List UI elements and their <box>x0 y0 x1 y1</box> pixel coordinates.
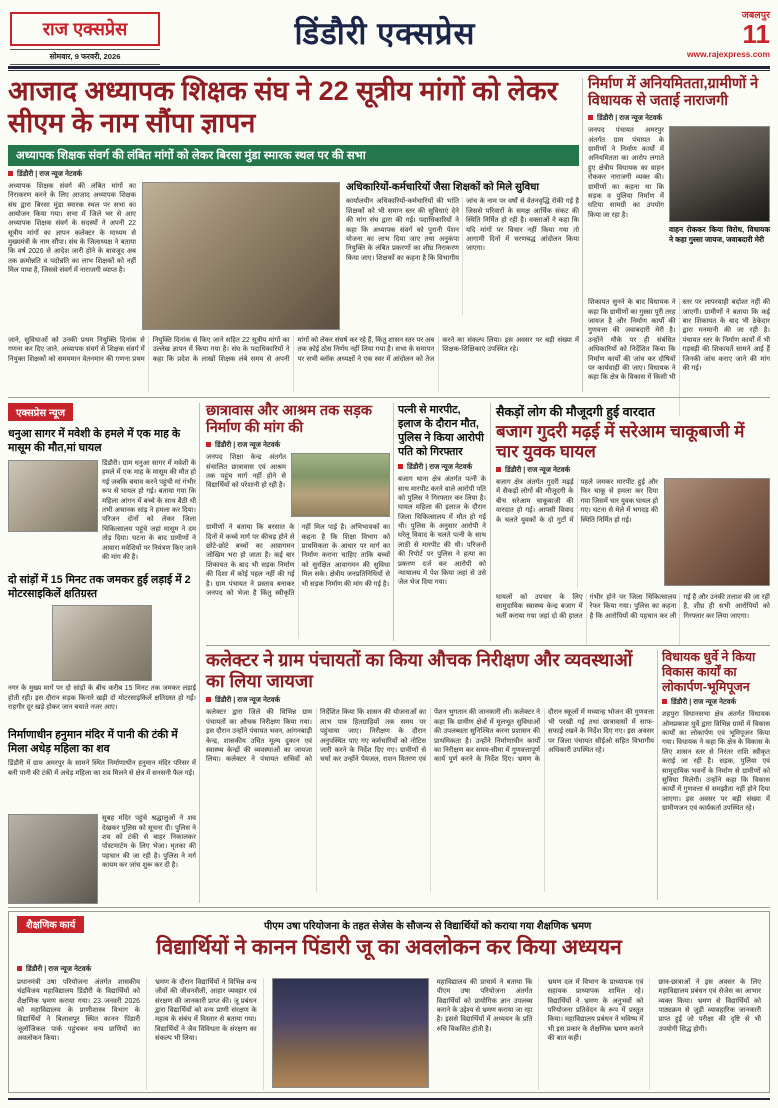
zoo-study-col3: महाविद्यालय की प्राचार्य ने बताया कि पीएम उषा परियोजना अंतर्गत विद्यार्थियों को प्रायोगिक ज्ञान उपलब्ध कराने के उद्देश्य से भ्रमण कराया जा रहा है। इससे विद्यार्थियों में अध्ययन के प्रति रुचि विकसित होती है। <box>437 978 540 1090</box>
cattle-attack-headline: धनुआ सागर में मवेशी के हमले में एक माह के मासूम की मौत,मां घायल <box>8 428 181 455</box>
city-label: जबलपुर <box>741 10 770 21</box>
education-badge: शैक्षणिक कार्य <box>17 916 84 933</box>
knife-attack-body2: घायलों को उपचार के लिए सामुदायिक स्वास्थ्य केन्द्र बजाग में भर्ती कराया गया जहां दो की हालत गंभीर होने पर जिला चिकित्सालय रेफर किया गया। पुलिस का कहना है कि आरोपियों की पहचान कर ली गई है और उनकी तलाश की जा रही है, शीघ्र ही सभी आरोपियों को गिरफ्तार कर लिया जाएगा। <box>496 594 770 620</box>
lead-headline: आजाद अध्यापक शिक्षक संघ ने 22 सूत्रीय मांगों को लेकर सीएम के नाम सौंपा ज्ञापन <box>8 76 558 138</box>
mla-protest-headline: निर्माण में अनियमितता,ग्रामीणों ने विधायक से जताई नाराजगी <box>588 76 759 110</box>
section-divider <box>8 397 770 398</box>
mla-development-headline: विधायक धुर्वे ने किया विकास कार्यों का लोकार्पण-भूमिपूजन <box>662 650 756 694</box>
bull-fight-photo <box>52 605 152 681</box>
column-divider <box>657 650 658 900</box>
knife-attack-body1: बजाग क्षेत्र अंतर्गत गुदरी मढ़ई में सैकड़ों लोगों की मौजूदगी के बीच सरेआम चाकूबाजी की वारदात हो गई। आपसी विवाद के चलते युवकों के दो गुटों में पहले जमकर मारपीट हुई और फिर चाकू से हमला कर दिया गया जिसमें चार युवक घायल हो गए। घटना से मेले में भगदड़ की स्थिति निर्मित हो गई। <box>496 479 658 524</box>
cattle-attack-photo <box>8 460 98 532</box>
road-demand-headline: छात्रावास और आश्रम तक सड़क निर्माण की मांग की <box>206 403 373 437</box>
road-demand-byline: डिंडौरी | राज न्यूज नेटवर्क <box>206 440 390 450</box>
mla-protest-byline: डिंडौरी | राज न्यूज नेटवर्क <box>588 113 770 123</box>
zoo-study-col4: भ्रमण दल में विभाग के प्राध्यापक एवं सहायक प्राध्यापक शामिल रहे। विद्यार्थियों ने भ्रमण के अनुभवों को परियोजना प्रतिवेदन के रूप में प्रस्तुत किया। महाविद्यालय प्रबंधन ने भविष्य में भी इस प्रकार के शैक्षणिक भ्रमण कराने की बात कही। <box>547 978 650 1090</box>
zoo-study-byline: डिंडौरी | राज न्यूज नेटवर्क <box>17 964 761 974</box>
assault-arrest-headline: पत्नी से मारपीट, इलाज के दौरान मौत, पुलिस ने किया आरोपी पति को गिरफ्तार <box>398 404 484 459</box>
assault-arrest-byline: डिंडौरी | राज न्यूज नेटवर्क <box>398 462 486 472</box>
mla-development-body: शहपुरा विधानसभा क्षेत्र अंतर्गत विधायक ओमप्रकाश धुर्वे द्वारा विभिन्न ग्रामों में विकास कार्यों का लोकार्पण एवं भूमिपूजन किया गया। विधायक ने कहा कि क्षेत्र के विकास के लिए शासन स्तर से निरंतर राशि स्वीकृत कराई जा रही है। सड़क, पुलिया एवं सामुदायिक भवनों के निर्माण से ग्रामीणों को सुविधा मिलेगी। उन्होंने कहा कि विकास कार्यों में गुणवत्ता से समझौता नहीं होने दिया जाएगा। इस अवसर पर बड़ी संख्या में ग्रामीणजन एवं कार्यकर्ता उपस्थित रहे। <box>662 711 770 813</box>
section-divider <box>206 645 770 646</box>
collector-inspection-body: कलेक्टर द्वारा जिले की विभिन्न ग्राम पंचायतों का औचक निरीक्षण किया गया। इस दौरान उन्होंने पंचायत भवन, आंगनबाड़ी केन्द्र, शासकीय उचित मूल्य दुकान एवं स्वास्थ्य केन्द्रों की व्यवस्थाओं का जायजा लिया। कलेक्टर ने पंचायत सचिवों को निर्देशित किया कि शासन की योजनाओं का लाभ पात्र हितग्राहियों तक समय पर पहुंचाया जाए। निरीक्षण के दौरान अनुपस्थित पाए गए कर्मचारियों को नोटिस जारी करने के निर्देश दिए गए। ग्रामीणों से चर्चा कर उन्होंने पेयजल, राशन वितरण एवं पेंशन भुगतान की जानकारी ली। कलेक्टर ने कहा कि ग्रामीण क्षेत्रों में मूलभूत सुविधाओं की उपलब्धता सुनिश्चित करना प्रशासन की प्राथमिकता है। उन्होंने निर्माणाधीन कार्यों का निरीक्षण कर समय-सीमा में गुणवत्तापूर्ण कार्य पूर्ण करने के निर्देश दिए। भ्रमण के दौरान स्कूलों में मध्यान्ह भोजन की गुणवत्ता भी परखी गई तथा छात्रावासों में साफ-सफाई रखने के निर्देश दिए गए। इस अवसर पर जिला पंचायत सीईओ सहित विभागीय अधिकारी उपस्थित रहे। <box>206 709 654 764</box>
assault-arrest-body: बजाग थाना क्षेत्र अंतर्गत पत्नी के साथ मारपीट करने वाले आरोपी पति को पुलिस ने गिरफ्तार कर लिया है। घायल महिला की इलाज के दौरान जिला चिकित्सालय में मौत हो गई थी। पुलिस के अनुसार आरोपी ने घरेलू विवाद के चलते पत्नी के साथ लाठी से मारपीट की थी। परिजनों की रिपोर्ट पर पुलिस ने हत्या का प्रकरण दर्ज कर आरोपी को न्यायालय में पेश किया जहां से उसे जेल भेज दिया गया। <box>398 476 486 587</box>
temple-body-text1: डिंडौरी में ग्राम अमरपुर के सामने स्थित निर्माणाधीन हनुमान मंदिर परिसर में बनी पानी की टंकी में अधेड़ महिला का शव मिलने से क्षेत्र में सनसनी फैल गई। <box>8 760 196 777</box>
knife-attack-headline: बजाग गुदरी मढ़ई में सरेआम चाकूबाजी में चार युवक घायल <box>496 422 745 462</box>
mla-protest-story <box>588 76 770 416</box>
bull-fight-body: नगर के मुख्य मार्ग पर दो सांड़ों के बीच करीब 15 मिनट तक जमकर लड़ाई होती रही। इस दौरान सड़क किनारे खड़ी दो मोटरसाइकिलें क्षतिग्रस्त हो गईं। राहगीर दूर खड़े होकर जान बचाते नजर आए। <box>8 685 196 711</box>
memorandum-handover-photo <box>142 182 340 330</box>
edition-date: सोमवार, 9 फरवरी, 2026 <box>10 49 160 65</box>
masthead-logo-text: राज एक्सप्रेस <box>10 12 160 46</box>
knife-attack-story <box>496 403 770 645</box>
column-divider <box>490 403 491 641</box>
zoo-study-story <box>8 911 770 1093</box>
dirt-road-photo <box>291 453 390 517</box>
mla-protest-body1: जनपद पंचायत अमरपुर अंतर्गत ग्राम पंचायत के ग्रामीणों ने निर्माण कार्यों में अनियमितता का आरोप लगाते हुए क्षेत्रीय विधायक का वाहन रोककर नाराजगी व्यक्त की। ग्रामीणों का कहना था कि सड़क व पुलिया निर्माण में घटिया सामग्री का उपयोग किया जा रहा है। <box>588 127 664 219</box>
zoo-study-col2: भ्रमण के दौरान विद्यार्थियों ने विभिन्न वन्य जीवों की जीवनशैली, आहार व्यवहार एवं संरक्षण की जानकारी प्राप्त की। जू प्रबंधन द्वारा विद्यार्थियों को वन्य प्राणी संरक्षण के महत्व के संबंध में विस्तार से बताया गया। विद्यार्थियों ने जैव विविधता के संरक्षण का संकल्प भी लिया। <box>155 978 264 1090</box>
mla-development-story <box>662 650 770 888</box>
express-news-label: एक्सप्रेस न्यूज <box>8 403 73 421</box>
express-news-column <box>8 403 196 906</box>
collector-inspection-byline: डिंडौरी | राज न्यूज नेटवर्क <box>206 695 654 705</box>
road-demand-story <box>206 403 390 639</box>
knife-attack-kicker: सैकड़ों लोग की मौजूदगी हुई वारदात <box>496 405 655 419</box>
lead-story <box>8 76 579 392</box>
zoo-trip-group-photo <box>272 978 429 1088</box>
injured-youth-photo <box>664 478 770 586</box>
knife-attack-byline: डिंडौरी | राज न्यूज नेटवर्क <box>496 465 770 475</box>
lead-body-col1: अध्यापक शिक्षक संवर्ग की लंबित मांगों का निराकरण करने के लिए आजाद अध्यापक शिक्षक संघ द्वारा बिरसा मुंडा स्मारक स्थल पर सभा का आयोजन किया गया। सभा में जिले भर से आए अध्यापक शिक्षक संवर्ग के सदस्यों ने अपनी 22 सूत्रीय मांगों का ज्ञापन कलेक्टर के माध्यम से मुख्यमंत्री के नाम सौंपा। संघ के जिलाध्यक्ष ने बताया कि वर्ष 2026 से आदेश जारी होने के बावजूद अब तक क्रमोन्नति व पदोन्नति का लाभ शिक्षकों को नहीं मिल पाया है, जिससे संवर्ग में नाराजगी व्याप्त है। <box>8 182 136 275</box>
lead-body-bottom: जाने, सुविधाओं को उनकी प्रथम नियुक्ति दिनांक से गणना कर दिए जाने, अध्यापक संवर्ग से शिक्षक संवर्ग में नियुक्त शिक्षकों को समयमान वेतनमान की गणना प्रथम नियुक्ति दिनांक से किए जाने सहित 22 सूत्रीय मांगों का उल्लेख ज्ञापन में किया गया है। संघ के पदाधिकारियों ने कहा कि प्रदेश के लाखों शिक्षक लंबे समय से अपनी मांगों को लेकर संघर्ष कर रहे हैं, किंतु शासन स्तर पर अब तक कोई ठोस निर्णय नहीं लिया गया है। सभा के समापन पर सभी ब्लॉक अध्यक्षों ने एक स्वर में आंदोलन को तेज करने का संकल्प लिया। इस अवसर पर बड़ी संख्या में शिक्षक-शिक्षिकाएं उपस्थित रहे। <box>8 336 579 363</box>
zoo-study-strap: पीएम उषा परियोजना के तहत सेजेस के सौजन्य से विद्यार्थियों को कराया गया शैक्षणिक भ्रमण <box>264 920 592 932</box>
masthead-logo <box>10 12 160 65</box>
temple-body-headline: निर्माणाधीन हनुमान मंदिर में पानी की टंकी में मिला अधेड़ महिला का शव <box>8 729 178 756</box>
header-divider <box>8 66 770 69</box>
column-divider <box>199 403 200 903</box>
footer-divider <box>8 1098 770 1100</box>
mla-protest-body2: शिकायत सुनने के बाद विधायक ने कहा कि ग्रामीणों का गुस्सा पूरी तरह जायज है और निर्माण कार्यों की गुणवत्ता की जवाबदारी मेरी है। उन्होंने मौके पर ही संबंधित अधिकारियों को निर्देशित किया कि निर्माण कार्यों की जांच कर दोषियों पर कार्यवाही की जाए। विधायक ने कहा कि क्षेत्र के विकास में किसी भी स्तर पर लापरवाही बर्दाश्त नहीं की जाएगी। ग्रामीणों ने बताया कि कई बार शिकायत के बाद भी ठेकेदार द्वारा मनमानी की जा रही है। पंचायत स्तर के निर्माण कार्यों में भी गड़बड़ी की शिकायतें सामने आई हैं जिनकी जांच कराए जाने की मांग की गई। <box>588 299 770 382</box>
edition-title: डिंडौरी एक्सप्रेस <box>294 16 476 51</box>
vehicle-protest-caption: वाहन रोककर किया विरोध, विधायक ने कहा गुस्सा जायज, जवाबदारी मेरी <box>669 225 770 244</box>
website-link[interactable]: www.rajexpress.com <box>686 49 770 59</box>
masthead-right <box>640 8 770 59</box>
lead-byline: डिंडौरी | राज न्यूज नेटवर्क <box>8 169 579 179</box>
temple-body-text2: सुबह मंदिर पहुंचे श्रद्धालुओं ने शव देखकर पुलिस को सूचना दी। पुलिस ने शव को टंकी से बाहर निकालकर पोस्टमार्टम के लिए भेजा। मृतका की पहचान की जा रही है। पुलिस ने मर्ग कायम कर जांच शुरू कर दी है। <box>102 815 196 870</box>
lead-inner-body: कार्यालयीन अधिकारियों-कर्मचारियों की भांति शिक्षकों को भी समान स्तर की सुविधाएं देने की मांग संघ द्वारा की गई। पदाधिकारियों ने कहा कि अध्यापक संवर्ग को पुरानी पेंशन योजना का लाभ दिया जाए तथा अनुकंपा नियुक्ति के लंबित प्रकरणों का शीघ्र निराकरण किया जाए। शिक्षकों का कहना है कि विभागीय जांच के नाम पर वर्षों से वेतनवृद्धि रोकी गई है जिससे परिवारों के समक्ष आर्थिक संकट की स्थिति निर्मित हो रही है। वक्ताओं ने कहा कि यदि मांगों पर विचार नहीं किया गया तो आगामी दिनों में चरणबद्ध आंदोलन किया जाएगा। <box>346 198 579 262</box>
header-divider-thin <box>8 70 770 71</box>
cattle-attack-body: डिंडौरी। ग्राम धनुआ सागर में मवेशी के हमले में एक माह के मासूम की मौत हो गई जबकि बचाव करने पहुंची मां गंभीर रूप से घायल हो गई। बताया गया कि महिला आंगन में बच्चे के साथ बैठी थी तभी अचानक सांड़ ने हमला कर दिया। परिजन दोनों को लेकर जिला चिकित्सालय पहुंचे जहां मासूम ने दम तोड़ दिया। घटना के बाद ग्रामीणों ने आवारा मवेशियों पर नियंत्रण किए जाने की मांग की है। <box>102 460 196 561</box>
collector-inspection-story <box>206 650 654 892</box>
column-divider <box>582 78 583 392</box>
road-demand-body1: जनपद शिक्षा केन्द्र अंतर्गत संचालित छात्रावास एवं आश्रम तक पहुंच मार्ग नहीं होने से विद्यार्थियों को परेशानी हो रही है। <box>206 454 286 490</box>
section-divider <box>8 907 770 908</box>
zoo-study-col1: प्रधानमंत्री उषा परियोजना अंतर्गत शासकीय चंद्रविजय महाविद्यालय डिंडौरी के विद्यार्थियों को शैक्षणिक भ्रमण कराया गया। 23 जनवरी 2026 को महाविद्यालय के प्राणीशास्त्र विभाग के विद्यार्थियों ने बिलासपुर स्थित कानन पिंडारी जूलॉजिकल पार्क पहुंचकर वन्य प्राणियों का अवलोकन किया। <box>17 978 147 1090</box>
vehicle-protest-photo <box>669 126 770 222</box>
mla-development-byline: डिंडौरी | राज न्यूज नेटवर्क <box>662 697 770 707</box>
column-divider <box>393 403 394 641</box>
zoo-study-col5: छात्र-छात्राओं ने इस अवसर के लिए महाविद्यालय प्रबंधन एवं सेजेस का आभार व्यक्त किया। भ्रमण से विद्यार्थियों को पाठ्यक्रम से जुड़ी व्यावहारिक जानकारी प्राप्त हुई जो परीक्षा की दृष्टि से भी उपयोगी सिद्ध होगी। <box>658 978 762 1033</box>
page-number: 11 <box>742 19 770 49</box>
road-demand-body2: ग्रामीणों ने बताया कि बरसात के दिनों में कच्चे मार्ग पर कीचड़ होने से छोटे-छोटे बच्चों का आवागमन जोखिम भरा हो जाता है। कई बार शिकायत के बाद भी सड़क निर्माण की दिशा में कोई पहल नहीं की गई है। ग्राम पंचायत ने प्रस्ताव बनाकर जनपद को भेजा है किंतु स्वीकृति नहीं मिल पाई है। अभिभावकों का कहना है कि शिक्षा विभाग को प्राथमिकता के आधार पर मार्ग का निर्माण कराना चाहिए ताकि बच्चों को सुरक्षित आवागमन की सुविधा मिल सके। क्षेत्रीय जनप्रतिनिधियों से भी सड़क निर्माण की मांग की गई है। <box>206 524 390 597</box>
zoo-study-headline: विद्यार्थियों ने कानन पिंडारी जू का अवलोकन कर किया अध्ययन <box>156 936 622 959</box>
lead-inner-heading: अधिकारियों-कर्मचारियों जैसा शिक्षकों को मिले सुविधा <box>346 181 540 193</box>
collector-inspection-headline: कलेक्टर ने ग्राम पंचायतों का किया औचक निरीक्षण और व्यवस्थाओं का लिया जायजा <box>206 650 633 692</box>
bull-fight-headline: दो सांड़ों में 15 मिनट तक जमकर हुई लड़ाई में 2 मोटरसाइकिलें क्षतिग्रस्त <box>8 574 191 601</box>
lead-subhead: अध्यापक शिक्षक संवर्ग की लंबित मांगों को लेकर बिरसा मुंडा स्मारक स्थल पर की सभा <box>8 145 579 166</box>
water-tank-photo <box>8 814 98 904</box>
assault-arrest-story <box>398 403 486 633</box>
